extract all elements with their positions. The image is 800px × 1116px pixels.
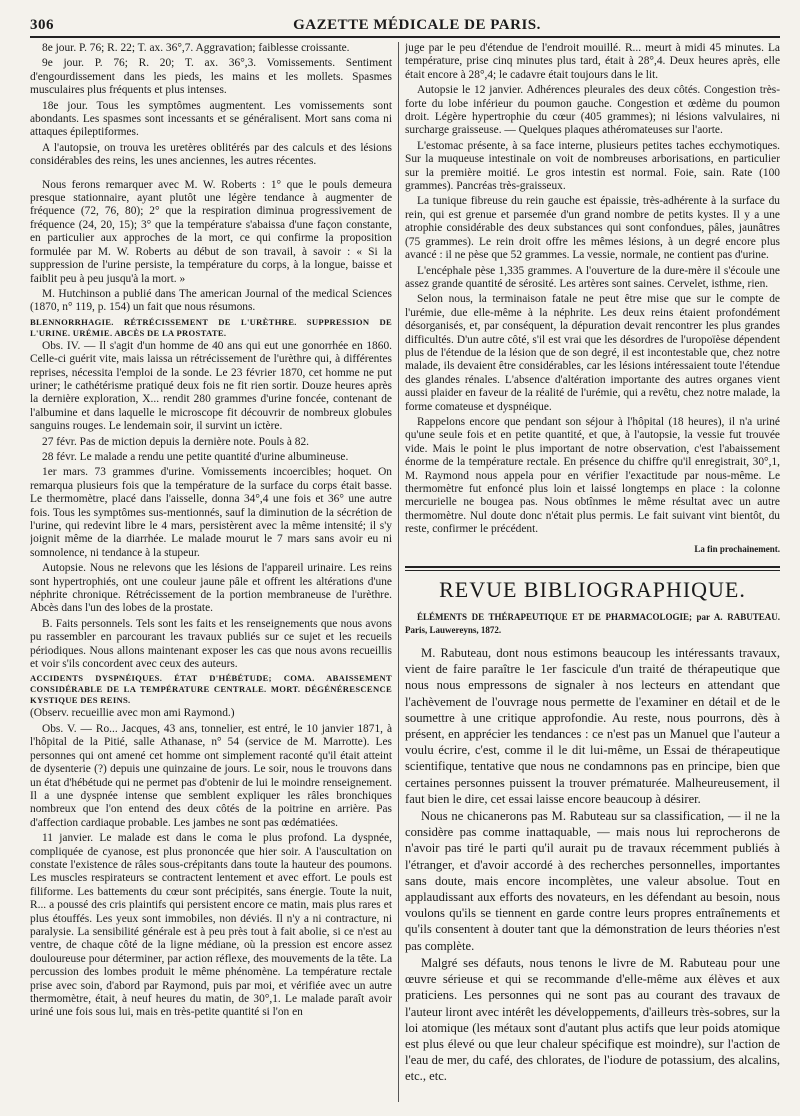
- paragraph: Obs. V. — Ro... Jacques, 43 ans, tonnelier, est entré, le 10 janvier 1871, à l'hôpital de la Pitié, salle Athanase, n° 54 (service de M. Marrotte). Les personnes qui ont amené cet homme ont simplement raconté qu'il était atteint de dysenterie (?) depuis une quinzaine de jours. Le soir, nous le trouvons dans un état d'hébétude qui ne permet pas d'obtenir de lui le moindre renseignement. Il a une dyspnée intense que semblent expliquer les râles bronchiques nombreux que l'on entend des deux côtés de la poitrine en arrière. Pas d'affection cardiaque probable. Les jambes ne sont pas œdématiées.: [30, 722, 392, 829]
- paragraph: A l'autopsie, on trouva les uretères oblitérés par des calculs et des lésions considérables des reins, les unes anciennes, les autres récentes.: [30, 141, 392, 168]
- book-heading: ÉLÉMENTS DE THÉRAPEUTIQUE ET DE PHARMACOLOGIE; par A. RABUTEAU. Paris, Lauwereyns, 1872.: [405, 612, 780, 636]
- paragraph: juge par le peu d'étendue de l'endroit mouillé. R... meurt à midi 45 minutes. La température, prise cinq minutes plus tard, était à 28°,4. Deux heures après, elle était encore à 28°,4; le cadavre était toujours dans le lit.: [405, 42, 780, 81]
- paragraph: Autopsie le 12 janvier. Adhérences pleurales des deux côtés. Congestion très-forte du lobe inférieur du poumon gauche. Congestion et œdème du poumon droit. Légère hypertrophie du cœur (405 grammes); ni lésions valvulaires, ni surcharge graisseuse. — Quelques plaques athéromateuses sur l'aorte.: [405, 84, 780, 137]
- journal-title: GAZETTE MÉDICALE DE PARIS.: [293, 17, 541, 33]
- column-divider: [398, 42, 399, 1102]
- section-rule: [405, 570, 780, 571]
- section-title: REVUE BIBLIOGRAPHIQUE.: [439, 577, 746, 603]
- review-body: [405, 645, 780, 1084]
- paragraph: M. Hutchinson a publié dans The american Journal of the medical Sciences (1870, n° 119, p. 154) un fait que nous résumons.: [30, 287, 392, 314]
- paragraph: 18e jour. Tous les symptômes augmentent. Les vomissements sont abondants. Les spasmes sont incessants et se généralisent. Mort sans coma ni attaques épileptiformes.: [30, 99, 392, 139]
- case-heading: ACCIDENTS DYSPNÉIQUES. ÉTAT D'HÉBÉTUDE; COMA. ABAISSEMENT CONSIDÉRABLE DE LA TEMPÉRATURE CENTRALE. MORT. DÉGÉNÉRESCENCE KYSTIQUE DES REINS.: [30, 673, 392, 706]
- paragraph: 11 janvier. Le malade est dans le coma le plus profond. La dyspnée, compliquée de cyanose, est plus prononcée que hier soir. A l'auscultation on constate l'existence de râles sous-crépitants dans toute la hauteur des poumons. Les muscles respirateurs se contractent lentement et avec effort. Le pouls est filiforme. Les battements du cœur sont précipités, sans énergie. Toute la nuit, R... a poussé des cris plaintifs qui persistent encore ce matin, mais plus rares et plus étouffés. Les yeux sont immobiles, non déviés. Il n'y a ni contracture, ni paralysie. La sensibilité générale est à peu près tout à fait abolie, si ce n'est au ventre, de chaque côté de la ligne médiane, où la pression est encore assez douloureuse pour déterminer, par action réflexe, des mouvements de la tête. La percussion des lombes produit le même phénomène. La température rectale prise avec soin, d'abord par Raymond, puis par moi, et vérifiée avec un autre thermomètre, était, à neuf heures du matin, de 30°,1. Le malade paraît avoir uriné une fois sous lui, mais en très-petite quantité si l'on en: [30, 832, 392, 1019]
- left-column: [30, 42, 392, 1106]
- paragraph: La tunique fibreuse du rein gauche est épaissie, très-adhérente à la surface du rein, qui est grenue et parsemée d'un grand nombre de petits kystes. Il y a une atrophie considérable des deux substances qui sont confondues, pâles, jaunâtres (75 grammes). Le rein droit offre les mêmes lésions, à un degré encore plus avancé : il ne pèse que 52 grammes. La vessie, normale, ne contient pas d'urine.: [405, 195, 780, 262]
- paragraph: 9e jour. P. 76; R. 20; T. ax. 36°,3. Vomissements. Sentiment d'engourdissement dans les pieds, les mains et les mollets. Spasmes musculaires plus fréquents et plus intenses.: [30, 57, 392, 97]
- paragraph: Obs. IV. — Il s'agit d'un homme de 40 ans qui eut une gonorrhée en 1860. Celle-ci guérit vite, mais laissa un rétrécissement de l'urèthre qui, à différentes reprises, nécessita l'emploi de la sonde. Le 23 février 1870, cet homme ne put uriner; le cathétérisme pratiqué deux fois ne fit rien sortir. Douze heures après la dernière exploration, X... rendit 280 grammes d'urine foncée, contenant de l'albumine et dans laquelle le microscope fit découvrir de nombreux globules sanguins rouges. Le lendemain soir, il survint un ictère.: [30, 339, 392, 433]
- paragraph: 27 févr. Pas de miction depuis la dernière note. Pouls à 82.: [42, 435, 309, 448]
- paragraph: 28 févr. Le malade a rendu une petite quantité d'urine albumineuse.: [42, 450, 349, 463]
- right-column: [405, 42, 780, 1106]
- continued-note: La fin prochainement.: [694, 543, 780, 554]
- paragraph: 1er mars. 73 grammes d'urine. Vomissements incoercibles; hoquet. On remarqua plusieurs fois que la température de la surface du corps était basse. Le thermomètre, placé dans l'aisselle, donna 34°,4 une fois et 36° une autre fois. Tous les symptômes sus-mentionnés, sauf la diminution de la sécrétion de l'urine, qui redevint libre le 4 mars, persistèrent avec la même intensité; il s'y joignit même de la diarrhée. Le malade mourut le 7 mars sans avoir eu ni somnolence, ni tendance à la stupeur.: [30, 466, 392, 559]
- paragraph: L'encéphale pèse 1,335 grammes. A l'ouverture de la dure-mère il s'écoule une assez grande quantité de sérosité. Les artères sont saines. Cervelet, isthme, rien.: [405, 264, 780, 290]
- page-number: 306: [30, 17, 54, 33]
- paragraph: Nous ferons remarquer avec M. W. Roberts : 1° que le pouls demeura presque stationnaire, ayant plutôt une légère tendance à augmenter de fréquence (72, 76, 80); 2° que la respiration diminua progressivement de fréquence (24, 20, 15); 3° que la température s'abaissa d'une façon constante, en particulier aux approches de la mort, ce qui confirme la proposition formulée par M. W. Roberts au début de son travail, à savoir : « Si la suppression de l'urine persiste, la température du corps, à la longue, baisse et faiblit peu à peu jusqu'à la mort. »: [30, 178, 392, 285]
- case-heading: BLENNORRHAGIE. RÉTRÉCISSEMENT DE L'URÈTHRE. SUPPRESSION DE L'URINE. URÉMIE. ABCÈS DE LA PROSTATE.: [30, 316, 392, 338]
- page-header: [30, 14, 780, 38]
- paragraph: Selon nous, la terminaison fatale ne peut être mise que sur le compte de l'urémie, due elle-même à la néphrite. Les deux reins étaient profondément désorganisés, et, par conséquent, la dépuration devait rencontrer les plus grandes difficultés. D'un autre côté, s'il est vrai que les désordres de l'uropoïèse dépendent plus de l'étendue de la lésion que de son degré, il est incontestable que, chez notre malade, ils devaient être considérables, car les lésions intéressaient toute l'étendue des glandes rénales. L'absence d'altération importante des autres organes vient aussi plaider en faveur de la réalité de l'urémie, qui a revêtu, chez notre malade, la forme comateuse et dyspnéique.: [405, 293, 780, 413]
- paragraph: 8e jour. P. 76; R. 22; T. ax. 36°,7. Aggravation; faiblesse croissante.: [42, 42, 350, 54]
- paragraph: L'estomac présente, à sa face interne, plusieurs petites taches ecchymotiques. Sur la muqueuse intestinale on voit de nombreuses arborisations, en particulier sur la première moitié. Le gros intestin est normal. Foie, sain. Rate (100 grammes). Pancréas très-graisseux.: [405, 139, 780, 193]
- paragraph: Malgré ses défauts, nous tenons le livre de M. Rabuteau pour une œuvre sérieuse et qui se recommande d'elle-même aux élèves et aux praticiens. Les personnes qui ne sont pas au courant des travaux de l'auteur liront avec intérêt les développements, d'ailleurs très-sobres, sur la loi atomique (les métaux sont d'autant plus actifs que leur poids atomique est plus élevé ou que leur chaleur spécifique est moindre), sur l'action de l'eau de mer, du café, des chlorates, de l'iodure de potassium, des alcalins, etc., etc.: [405, 955, 780, 1084]
- paragraph: Rappelons encore que pendant son séjour à l'hôpital (18 heures), il n'a uriné qu'une seule fois et en petite quantité, et que, à l'autopsie, la vessie fut trouvée vide. Mais le point le plus important de notre observation, c'est l'abaissement énorme de la température rectale. En présence du chiffre qu'il enregistrait, 30°,1, M. Raymond nous appela pour en vérifier l'exactitude par nous-même. Le thermomètre fut enfoncé plus loin et laissé longtemps en place : la colonne mercurielle ne bougea pas. Nous obtînmes le même résultat avec un autre thermomètre. Nul doute donc n'était plus permis. Le fait suivant vint bientôt, du reste, confirmer le précédent.: [405, 415, 780, 536]
- paragraph: Nous ne chicanerons pas M. Rabuteau sur sa classification, — il ne la considère pas comme inattaquable, — mais nous lui reprocherons de n'avoir pas tiré le parti qu'il aurait pu de travaux récemment publiés à l'étranger, et d'avoir accordé à des recherches personnelles, importantes sans doute, mais encore incomplètes, une valeur absolue. Tout en applaudissant aux efforts des novateurs, en les défendant au besoin, nous voulons qu'ils se tiennent en garde contre leurs propres entraînements et qu'ils consentent à douter tant que la démonstration de leurs théories n'est pas complète.: [405, 809, 780, 953]
- paragraph: Autopsie. Nous ne relevons que les lésions de l'appareil urinaire. Les reins sont hypertrophiés, ont une couleur jaune pâle et offrent les altérations d'une néphrite chronique. Rétrécissement de la portion membraneuse de l'urèthre. Abcès dans l'un des lobes de la prostate.: [30, 562, 392, 615]
- section-rule: [405, 566, 780, 568]
- paragraph: M. Rabuteau, dont nous estimons beaucoup les intéressants travaux, vient de faire paraître le 1er fascicule d'un traité de thérapeutique que nous nous empressons de signaler à nos lecteurs en attendant que l'achèvement de l'ouvrage nous permette de l'examiner en détail et de le soumettre à une critique approfondie. Au reste, nous pourrons, dès à présent, en apprécier les tendances : ce n'est pas un Manuel que l'auteur a voulu écrire, c'est, comme il le dit lui-même, un Essai de thérapeutique scientifique, tentative que nous ne condamnons pas en principe, bien que certaines personnes puissent la trouver prématurée. Malheureusement, il faut bien le dire, cet essai laisse encore beaucoup à désirer.: [405, 646, 780, 806]
- paragraph: B. Faits personnels. Tels sont les faits et les renseignements que nous avons pu rassembler en parcourant les travaux publiés sur ce sujet et les recueils périodiques. Nous allons maintenant exposer les cas que nous avons recueillis et voir s'ils concordent avec ceux des auteurs.: [30, 617, 392, 671]
- case-subheading: (Observ. recueillie avec mon ami Raymond.): [30, 707, 235, 720]
